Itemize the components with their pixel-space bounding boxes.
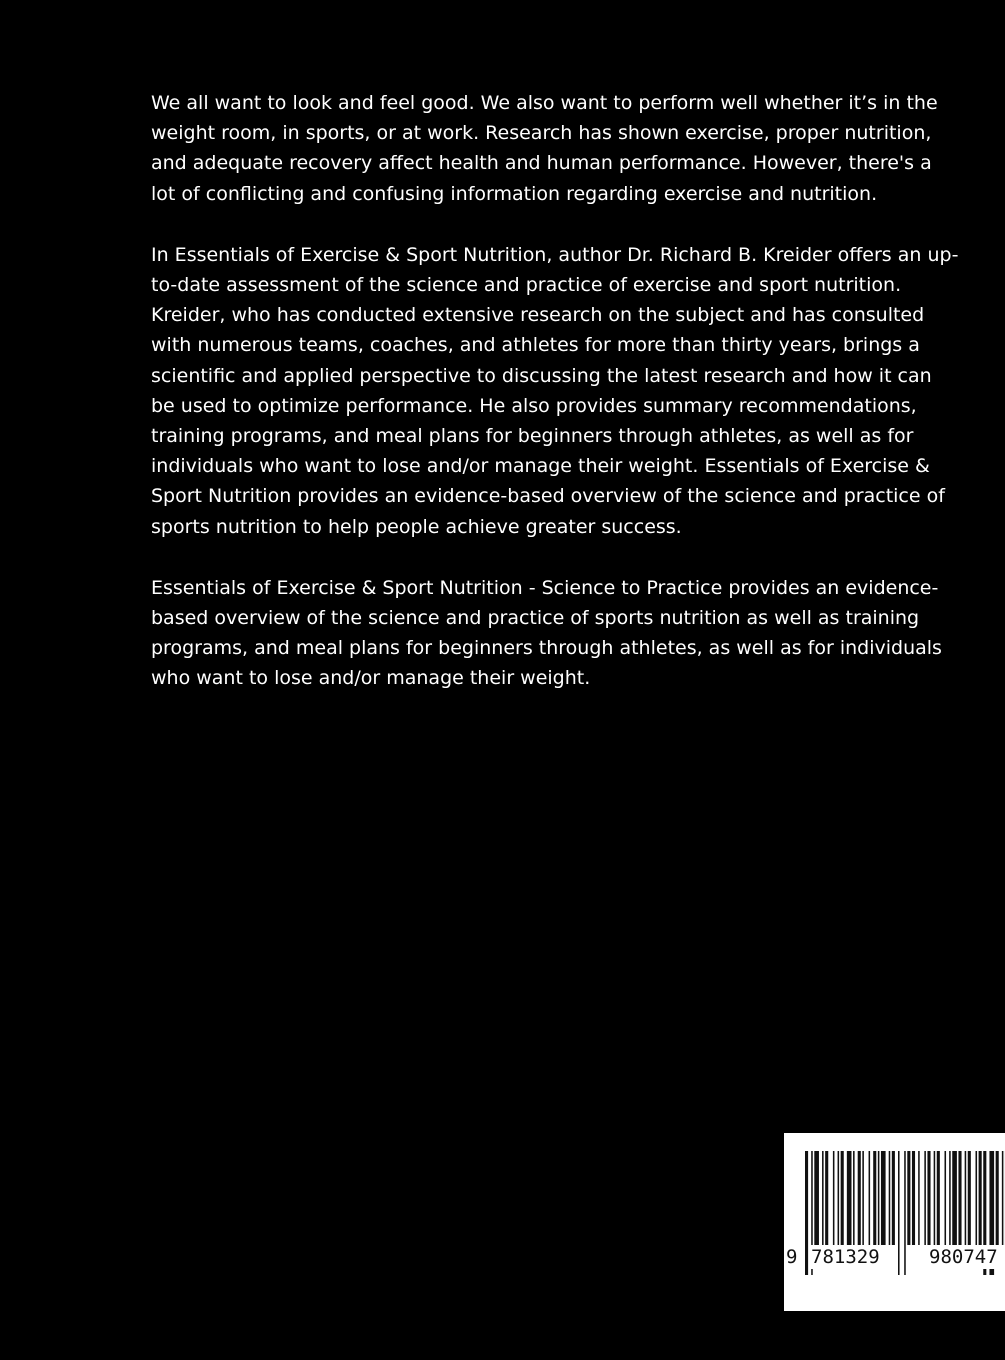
description-paragraph-2: In Essentials of Exercise & Sport Nutrition, author Dr. Richard B. Kreider offers an up-to-date assessment of the science and practice of exercise and sport nutrition. Kreider, who has conducted extensive research on the subject and has consulted with numerous teams, coaches, and athletes for more than thirty years, brings a scientific and applied perspective to discussing the latest research and how it can be used to optimize performance. He also provides summary recommendations, training programs, and meal plans for beginners through athletes, as well as for individuals who want to lose and/or manage their weight. Essentials of Exercise & Sport Nutrition provides an evidence-based overview of the science and practice of sports nutrition to help people achieve greater success. [151, 243, 959, 538]
barcode-left-digits: 781329 [811, 1246, 880, 1268]
description-paragraph-1: We all want to look and feel good. We also want to perform well whether it’s in the weight room, in sports, or at work. Research has shown exercise, proper nutrition, and adequate recovery affect health and human performance. However, there's a lot of conflicting and confusing information regarding exercise and nutrition. [151, 92, 938, 205]
back-cover-description [151, 88, 961, 725]
description-paragraph-3: Essentials of Exercise & Sport Nutrition - Science to Practice provides an evidence-based overview of the science and practice of sports nutrition as well as training programs, and meal plans for beginners through athletes, as well as for individuals who want to lose and/or manage their weight. [151, 576, 942, 690]
barcode-lead-digit: 9 [786, 1246, 798, 1268]
isbn-barcode [784, 1133, 1005, 1311]
barcode-bars [784, 1133, 1005, 1311]
barcode-right-digits: 980747 [929, 1246, 998, 1268]
